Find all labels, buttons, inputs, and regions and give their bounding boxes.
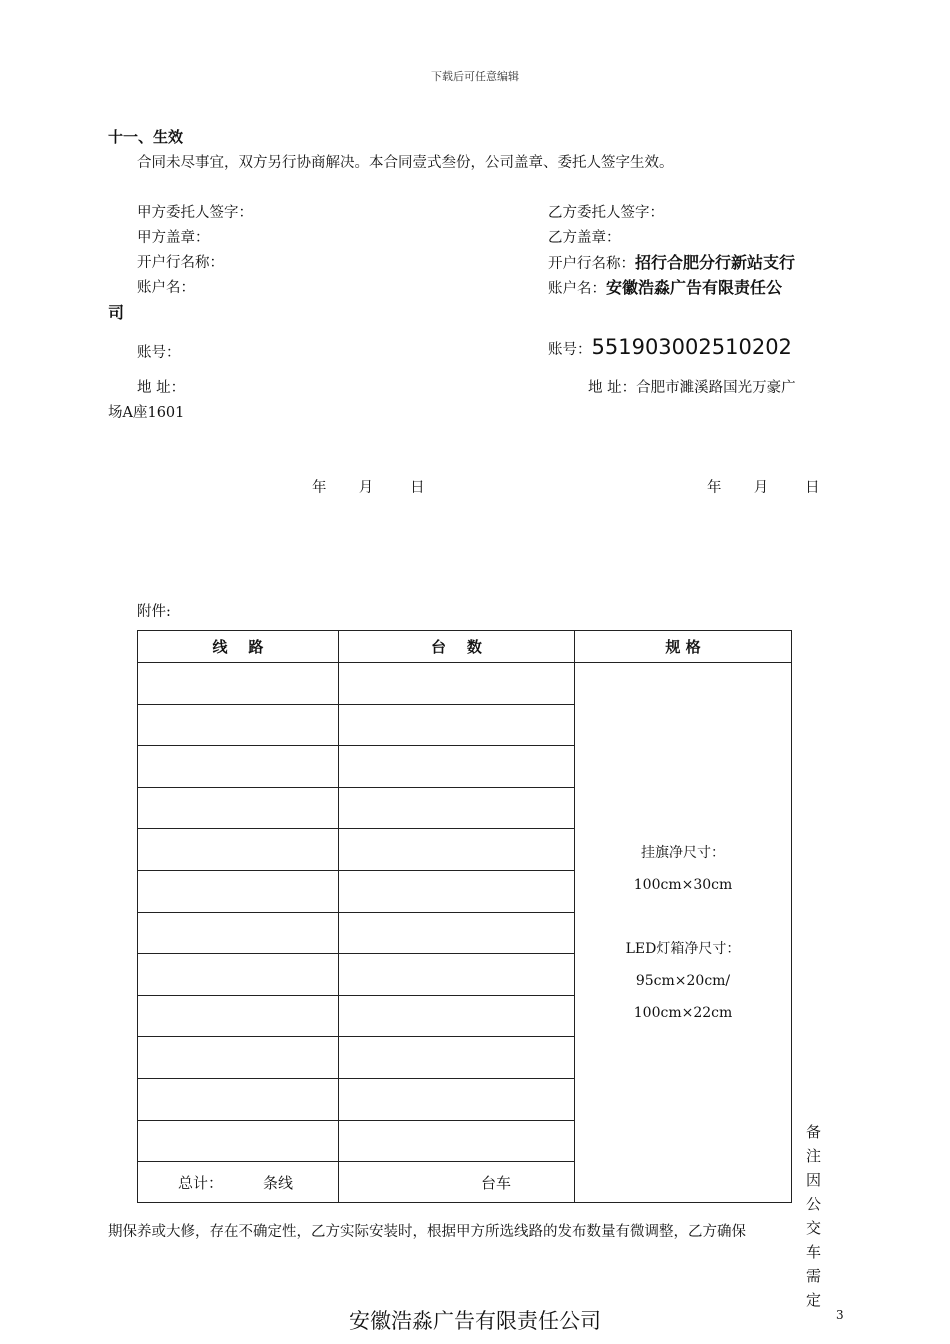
count-cell — [339, 870, 575, 912]
party-b-bank — [548, 250, 795, 273]
route-cell — [138, 1120, 339, 1162]
header-route: 线 路 — [138, 631, 339, 663]
party-b-date: 年 月 日 — [707, 480, 820, 496]
spec-cell — [575, 663, 792, 1203]
party-b-account-name-label: 账户名： — [548, 281, 606, 297]
route-cell — [138, 1037, 339, 1079]
count-cell — [339, 995, 575, 1037]
count-cell — [339, 1078, 575, 1120]
route-cell — [138, 829, 339, 871]
count-cell — [339, 704, 575, 746]
party-a-address-label: 地 址： — [137, 380, 186, 396]
total-cars-unit: 台车 — [481, 1173, 512, 1192]
party-a-bank-label: 开户行名称： — [137, 255, 224, 271]
route-cell — [138, 663, 339, 705]
count-cell — [339, 746, 575, 788]
note-vertical-text: 备注因公交车需定 — [806, 1123, 836, 1309]
route-cell — [138, 704, 339, 746]
page-header: 下载后可任意编辑 — [431, 70, 519, 83]
count-cell — [339, 1120, 575, 1162]
route-cell — [138, 912, 339, 954]
table-header-row — [138, 631, 792, 663]
party-b-bank-value: 招行合肥分行新站支行 — [635, 253, 796, 272]
party-b-signature-label: 乙方委托人签字： — [548, 205, 664, 221]
total-lines-unit: 条线 — [263, 1173, 294, 1192]
spec-line: 挂旗净尺寸： — [641, 844, 725, 861]
count-cell — [339, 954, 575, 996]
footer-company: 安徽浩淼广告有限责任公司 — [349, 1309, 601, 1333]
party-a-signature-label: 甲方委托人签字： — [137, 205, 253, 221]
spec-line: 100cm×22cm — [633, 1004, 733, 1021]
party-b-account-name-value: 安徽浩淼广告有限责任公 — [606, 278, 783, 297]
party-b-address-value: 合肥市濉溪路国光万豪广 — [636, 380, 796, 396]
party-b-seal-label: 乙方盖章： — [548, 230, 621, 246]
party-b-account-name-wrap: 司 — [108, 303, 125, 322]
count-cell — [339, 787, 575, 829]
party-b-account-name — [548, 275, 782, 298]
party-b-account-no — [548, 335, 792, 359]
page-number: 3 — [836, 1308, 844, 1322]
party-a-account-name-label: 账户名： — [137, 280, 195, 296]
spec-line: LED灯箱净尺寸： — [625, 940, 741, 957]
party-a-date: 年 月 日 — [312, 480, 425, 496]
attachment-label: 附件: — [137, 604, 171, 620]
party-b-account-no-label: 账号： — [548, 342, 592, 358]
route-cell — [138, 954, 339, 996]
count-cell — [339, 912, 575, 954]
party-b-address-wrap: 场A座1601 — [108, 405, 185, 421]
spec-line — [575, 901, 791, 933]
party-b-bank-label: 开户行名称： — [548, 256, 635, 272]
section-title: 十一、生效 — [108, 128, 184, 146]
attachment-table — [137, 630, 792, 1203]
total-label: 总计： — [178, 1173, 224, 1192]
route-cell — [138, 870, 339, 912]
total-lines-cell — [138, 1162, 339, 1203]
section-body: 合同未尽事宜，双方另行协商解决。本合同壹式叁份，公司盖章、委托人签字生效。 — [137, 155, 674, 171]
route-cell — [138, 995, 339, 1037]
party-b-address — [588, 376, 796, 397]
table-row — [138, 663, 792, 705]
party-a-seal-label: 甲方盖章： — [137, 230, 210, 246]
party-b-address-label: 地 址： — [588, 380, 637, 396]
total-cars-cell — [339, 1162, 575, 1203]
count-cell — [339, 663, 575, 705]
count-cell — [339, 829, 575, 871]
party-a-account-no-label: 账号： — [137, 345, 181, 361]
route-cell — [138, 1078, 339, 1120]
route-cell — [138, 746, 339, 788]
spec-line: 100cm×30cm — [633, 876, 733, 893]
route-cell — [138, 787, 339, 829]
header-spec: 规 格 — [575, 631, 792, 663]
spec-line: 95cm×20cm/ — [635, 972, 731, 989]
party-b-account-no-value: 551903002510202 — [591, 335, 792, 359]
count-cell — [339, 1037, 575, 1079]
header-count: 台 数 — [339, 631, 575, 663]
note-text: 期保养或大修，存在不确定性，乙方实际安装时，根据甲方所选线路的发布数量有微调整，乙方确保 — [108, 1224, 746, 1240]
